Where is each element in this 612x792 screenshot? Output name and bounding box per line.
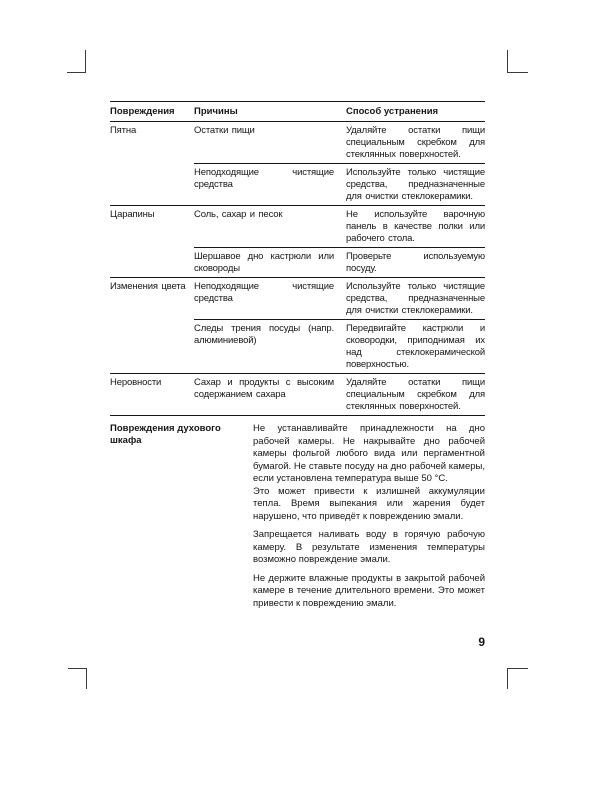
crop-mark-bottom-left-icon	[68, 668, 87, 689]
remedy-cell: Удаляйте остатки пищи специальным скребком для стеклянных поверхностей.	[346, 374, 485, 416]
paragraph: Это может привести к излишней аккумуляции тепла. Время выпекания или жарения будет нарушено, что приведёт к повреждению эмали.	[253, 485, 485, 522]
remedy-cell: Проверьте используемую посуду.	[346, 248, 485, 278]
remedy-cell: Не используйте варочную панель в качестве полки или рабочего стола.	[346, 206, 485, 248]
damage-table	[110, 101, 485, 416]
section-body	[253, 423, 485, 616]
remedy-cell: Используйте только чистящие средства, предназначенные для очистки стеклокерамики.	[346, 164, 485, 206]
cause-cell: Следы трения посуды (напр. алюминиевой)	[194, 320, 346, 374]
cause-cell: Соль, сахар и песок	[194, 206, 346, 248]
header-remedy: Способ устранения	[346, 102, 485, 122]
header-damage: Повреждения	[110, 102, 194, 122]
table-header-row	[110, 102, 485, 122]
header-cause: Причины	[194, 102, 346, 122]
page-content	[110, 101, 485, 616]
crop-mark-top-left-icon	[67, 50, 86, 73]
table-row	[110, 206, 485, 248]
damage-cell: Неровности	[110, 374, 194, 416]
remedy-cell: Используйте только чистящие средства, предназначенные для очистки стеклокерамики.	[346, 278, 485, 320]
damage-cell: Изменения цвета	[110, 278, 194, 374]
paragraph: Запрещается наливать воду в горячую рабочую камеру. В результате изменения температуры возможно повреждение эмали.	[253, 529, 485, 565]
crop-mark-top-right-icon	[507, 50, 528, 73]
damage-table-body	[110, 122, 485, 416]
paragraph: Не держите влажные продукты в закрытой рабочей камере в течение длительного времени. Это может привести к повреждению эмали.	[253, 572, 485, 609]
crop-mark-bottom-right-icon	[507, 668, 528, 689]
cause-cell: Неподходящие чистящие средства	[194, 164, 346, 206]
damage-cell: Пятна	[110, 122, 194, 206]
cause-cell: Остатки пищи	[194, 122, 346, 164]
cause-cell: Неподходящие чистящие средства	[194, 278, 346, 320]
table-row	[110, 374, 485, 416]
cause-cell: Шершавое дно кастрюли или сковороды	[194, 248, 346, 278]
page-number: 9	[478, 635, 485, 649]
table-row	[110, 122, 485, 164]
oven-damage-section	[110, 423, 485, 616]
damage-cell: Царапины	[110, 206, 194, 278]
cause-cell: Сахар и продукты с высоким содержанием сахара	[194, 374, 346, 416]
paragraph: Не устанавливайте принадлежности на дно рабочей камеры. Не накрывайте дно рабочей камеры фольгой любого вида или пергаментной бумагой. Не ставьте посуду на дно рабочей камеры, если установлена температура выше 50 °C.	[253, 423, 485, 484]
table-row	[110, 278, 485, 320]
section-heading: Повреждения духового шкафа	[110, 423, 221, 446]
remedy-cell: Передвигайте кастрюли и сковородки, приподнимая их над стеклокерамической поверхностью.	[346, 320, 485, 374]
remedy-cell: Удаляйте остатки пищи специальным скребком для стеклянных поверхностей.	[346, 122, 485, 164]
